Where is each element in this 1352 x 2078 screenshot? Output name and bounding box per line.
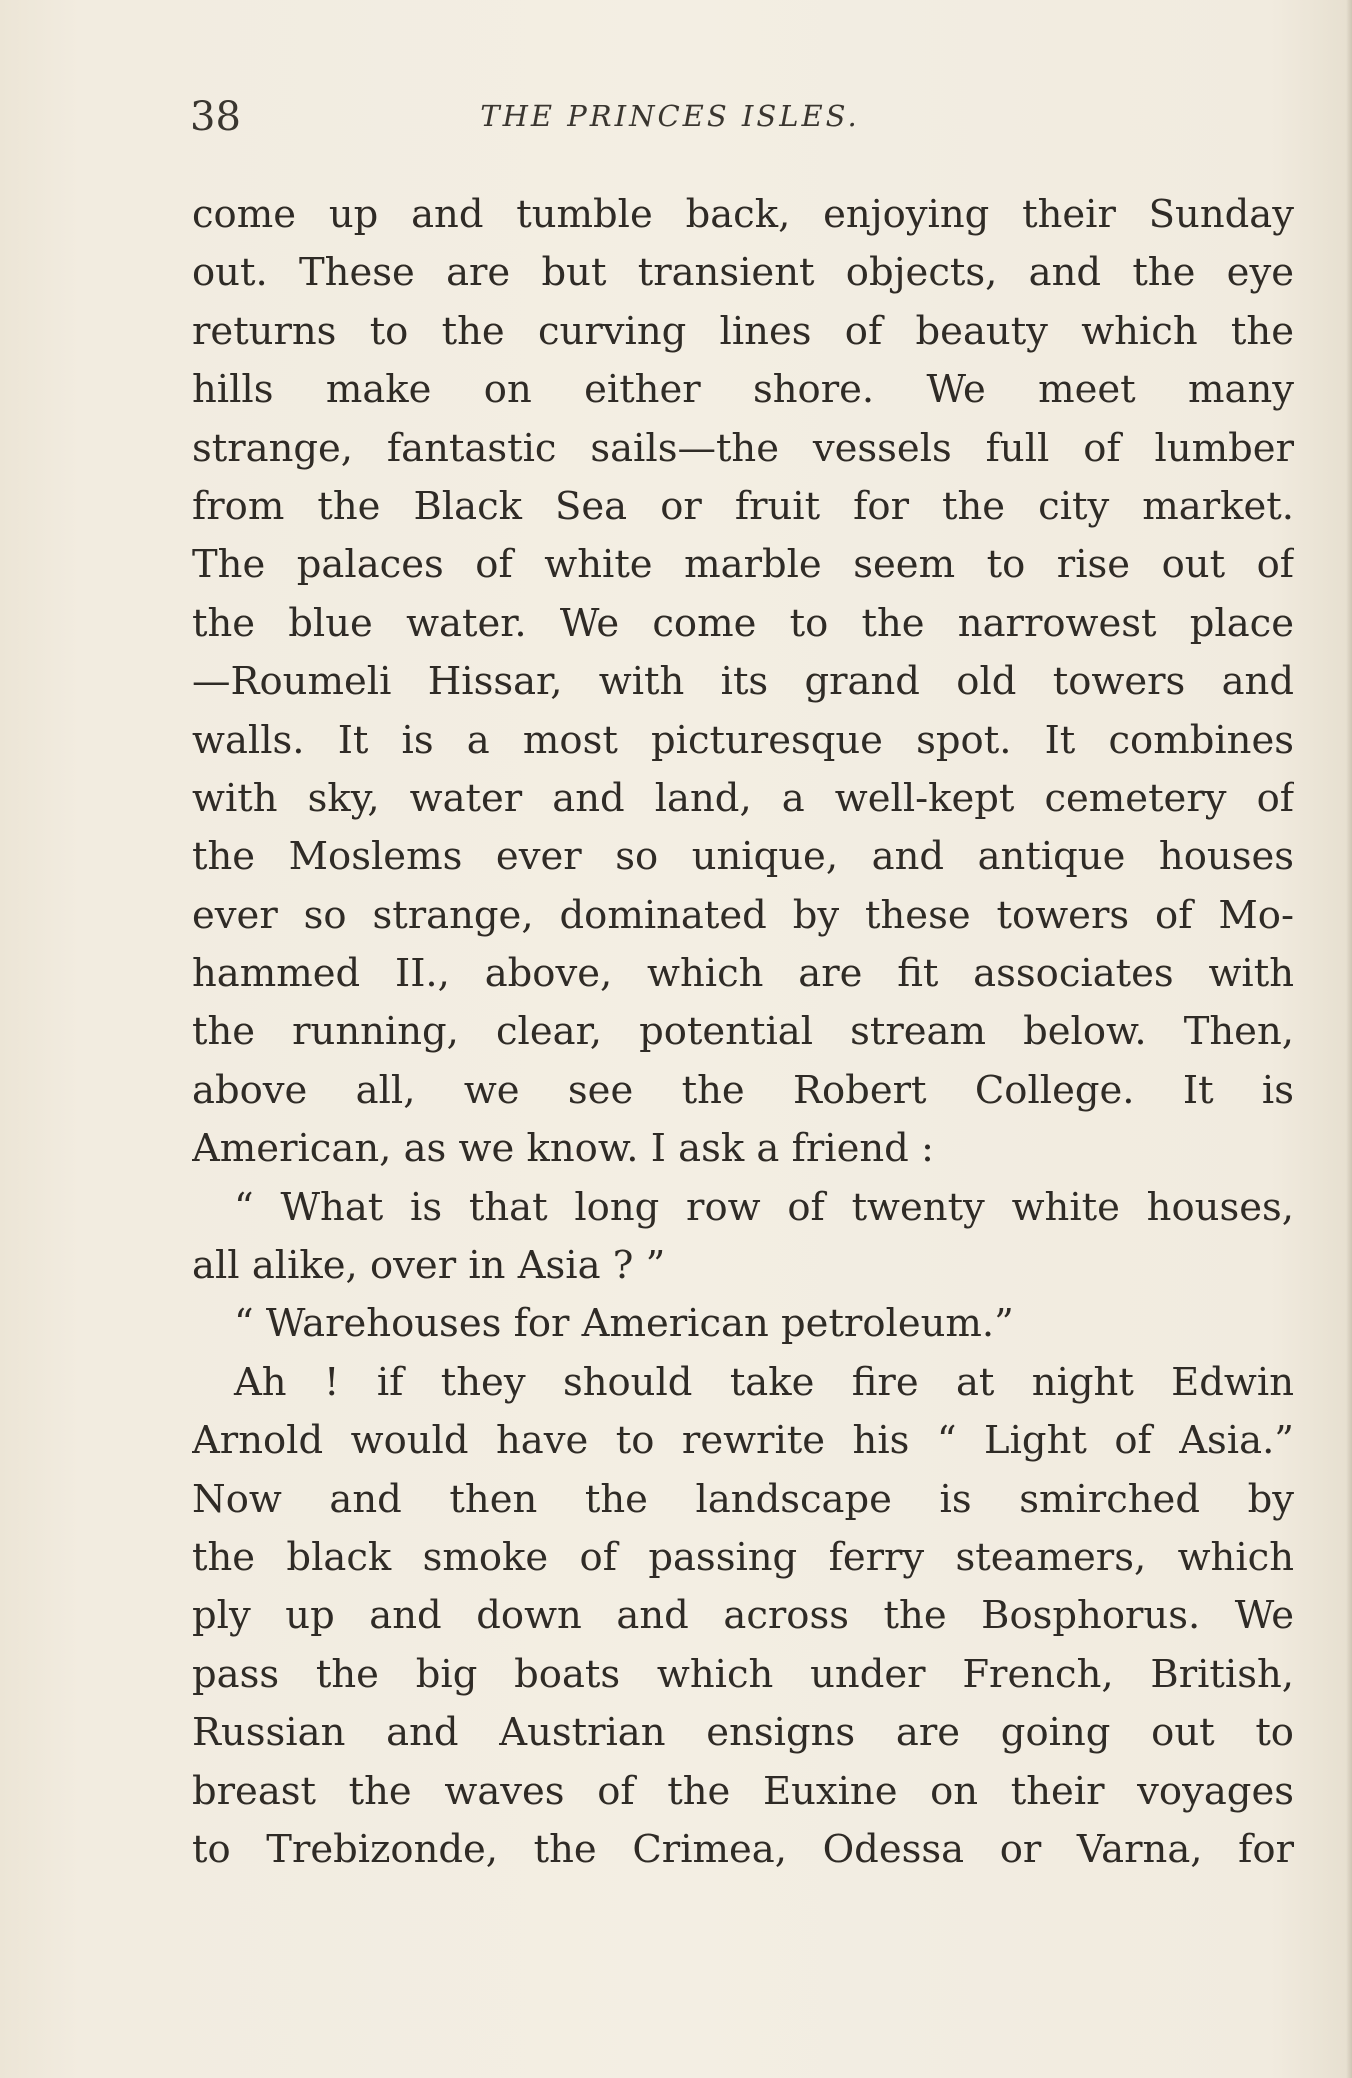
text-line: above all, we see the Robert College. It is	[192, 1067, 1294, 1113]
text-line: “ Warehouses for American petroleum.”	[234, 1301, 1014, 1347]
text-line: —Roumeli Hissar, with its grand old towers and	[192, 659, 1294, 705]
text-line: Now and then the landscape is smirched by	[192, 1476, 1294, 1522]
text-line: pass the big boats which under French, British,	[192, 1651, 1294, 1697]
text-line: Arnold would have to rewrite his “ Light of Asia.”	[192, 1418, 1294, 1464]
body-text	[192, 186, 1294, 1879]
text-line: with sky, water and land, a well-kept cemetery of	[192, 775, 1294, 821]
text-line: walls. It is a most picturesque spot. It combines	[192, 717, 1294, 763]
text-line: the Moslems ever so unique, and antique houses	[192, 834, 1294, 880]
text-line: hammed II., above, which are fit associates with	[192, 951, 1294, 997]
page-header	[190, 92, 1150, 142]
text-line: to Trebizonde, the Crimea, Odessa or Varna, for	[192, 1826, 1294, 1872]
text-line: breast the waves of the Euxine on their voyages	[192, 1768, 1294, 1814]
text-line: from the Black Sea or fruit for the city market.	[192, 483, 1294, 529]
page-edge-shadow	[1346, 0, 1352, 2078]
page-number: 38	[190, 94, 241, 140]
text-line: strange, fantastic sails—the vessels full of lumber	[192, 425, 1294, 471]
running-title: THE PRINCES ISLES.	[480, 99, 860, 133]
text-line: ply up and down and across the Bosphorus. We	[192, 1593, 1294, 1639]
text-line: hills make on either shore. We meet many	[192, 367, 1294, 413]
text-line: out. These are but transient objects, and the eye	[192, 250, 1294, 296]
text-line: American, as we know. I ask a friend :	[192, 1126, 935, 1172]
text-line: Ah ! if they should take fire at night Edwin	[234, 1359, 1294, 1405]
text-line: ever so strange, dominated by these towers of Mo-	[192, 892, 1294, 938]
text-line: returns to the curving lines of beauty which the	[192, 308, 1294, 354]
text-line: “ What is that long row of twenty white houses,	[234, 1184, 1294, 1230]
text-line: The palaces of white marble seem to rise out of	[192, 542, 1294, 588]
text-line: the blue water. We come to the narrowest place	[192, 600, 1294, 646]
text-line: come up and tumble back, enjoying their Sunday	[192, 192, 1294, 237]
text-line: Russian and Austrian ensigns are going out to	[192, 1710, 1294, 1756]
text-line: the black smoke of passing ferry steamers, which	[192, 1534, 1294, 1580]
text-line: all alike, over in Asia ? ”	[192, 1243, 666, 1289]
text-line: the running, clear, potential stream below. Then,	[192, 1009, 1294, 1055]
